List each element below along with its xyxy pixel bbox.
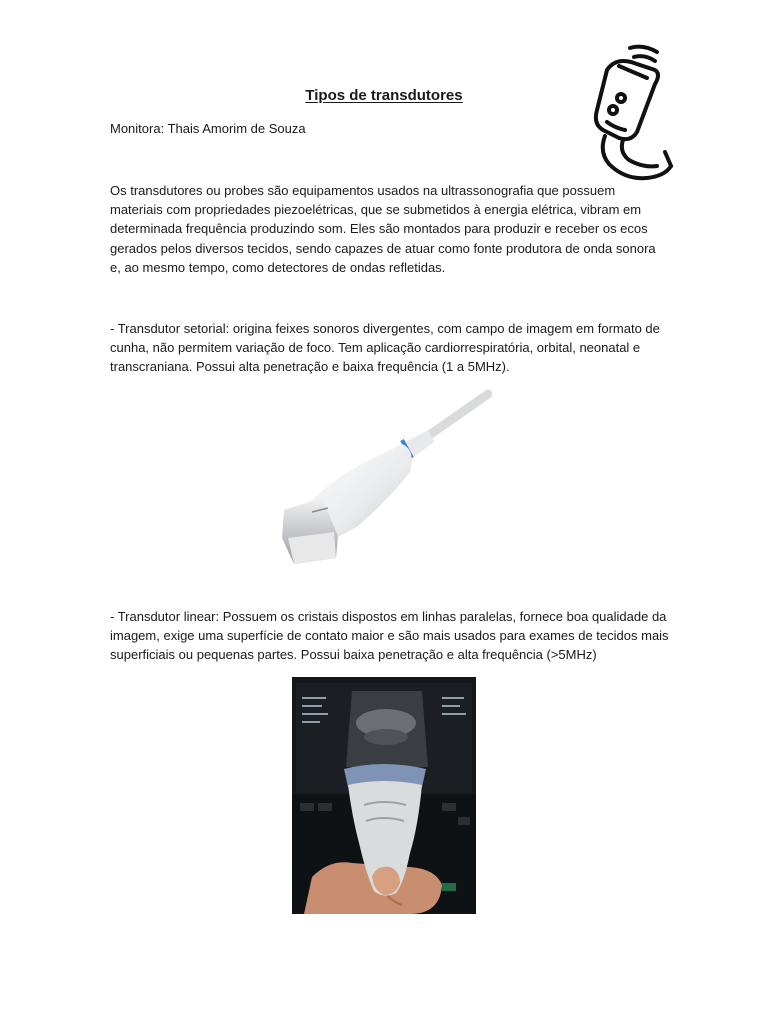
sector-probe-photo bbox=[276, 388, 492, 566]
page-title: Tipos de transdutores bbox=[305, 87, 463, 104]
ultrasound-probe-icon bbox=[585, 40, 680, 190]
monitor-name: Monitora: Thais Amorim de Souza bbox=[110, 121, 306, 136]
linear-probe-photo bbox=[292, 677, 476, 914]
intro-paragraph: Os transdutores ou probes são equipamentos usados na ultrassonografia que possuem materiais com propriedades piezoelétricas, que se submetidos à energia elétrica, vibram em determinada frequência produzindo som. Eles são montados para produzir e receber os ecos gerados pelos diversos tecidos, sendo capazes de atuar como fonte produtora de onda sonora e, ao mesmo tempo, como detectores de ondas refletidas. bbox=[110, 183, 656, 275]
linear-paragraph: - Transdutor linear: Possuem os cristais dispostos em linhas paralelas, fornece boa qualidade da imagem, exige uma superfície de contato maior e são mais usados para exames de tecidos mais superficiais ou pequenas partes. Possui baixa penetração e alta frequência (>5MHz) bbox=[110, 609, 669, 663]
sectorial-paragraph: - Transdutor setorial: origina feixes sonoros divergentes, com campo de imagem em formato de cunha, não permitem variação de foco. Tem aplicação cardiorrespiratória, orbital, neonatal e transcraniana. Possui alta penetração e baixa frequência (1 a 5MHz). bbox=[110, 321, 660, 375]
